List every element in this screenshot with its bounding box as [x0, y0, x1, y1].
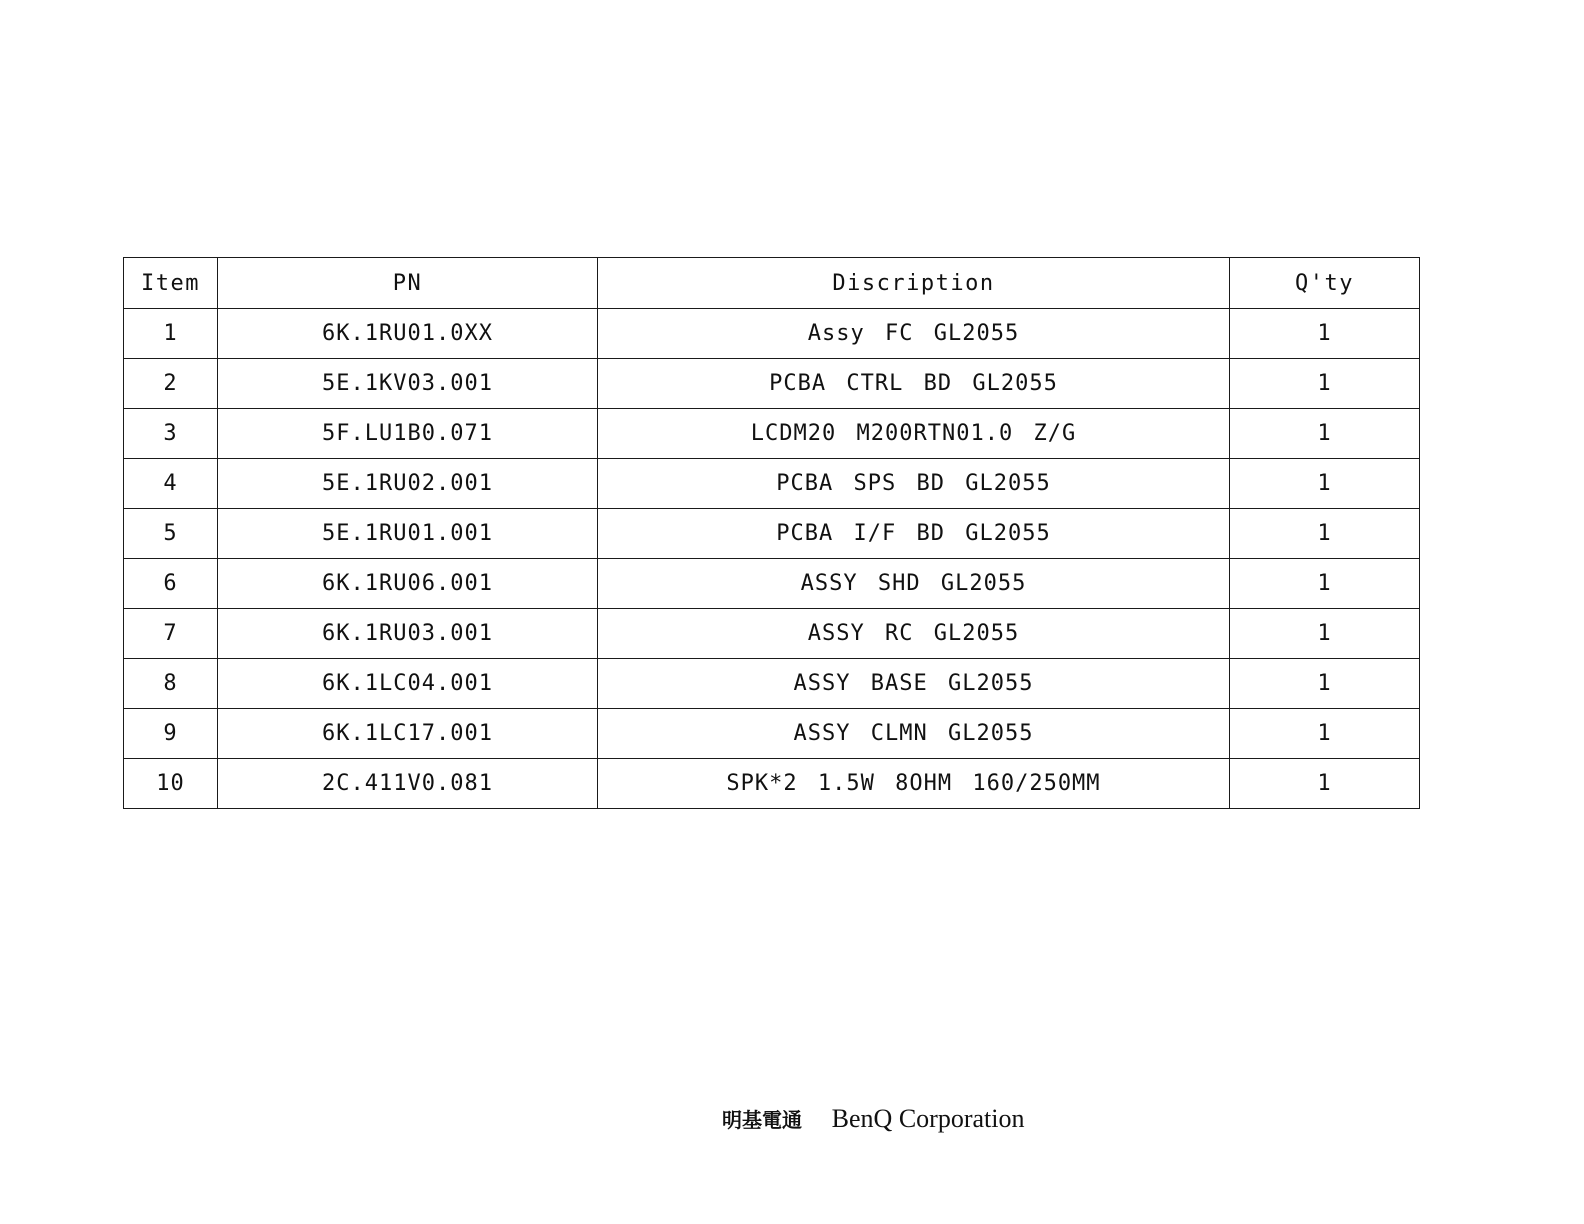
company-name-english: BenQ Corporation	[831, 1104, 1025, 1133]
qty-cell: 1	[1230, 659, 1420, 709]
item-cell: 7	[124, 609, 218, 659]
description-cell: LCDM20 M200RTN01.0 Z/G	[598, 409, 1230, 459]
description-cell: ASSY CLMN GL2055	[598, 709, 1230, 759]
header-pn: PN	[218, 258, 598, 309]
qty-cell: 1	[1230, 509, 1420, 559]
description-cell: PCBA CTRL BD GL2055	[598, 359, 1230, 409]
item-cell: 4	[124, 459, 218, 509]
pn-cell: 6K.1RU06.001	[218, 559, 598, 609]
table-row	[124, 759, 1420, 809]
description-cell: ASSY RC GL2055	[598, 609, 1230, 659]
pn-cell: 5E.1RU01.001	[218, 509, 598, 559]
pn-cell: 6K.1RU03.001	[218, 609, 598, 659]
header-description: Discription	[598, 258, 1230, 309]
pn-cell: 6K.1LC17.001	[218, 709, 598, 759]
qty-cell: 1	[1230, 409, 1420, 459]
item-cell: 8	[124, 659, 218, 709]
table-row	[124, 459, 1420, 509]
description-cell: ASSY SHD GL2055	[598, 559, 1230, 609]
company-footer	[722, 1104, 1024, 1134]
description-cell: PCBA I/F BD GL2055	[598, 509, 1230, 559]
description-cell: Assy FC GL2055	[598, 309, 1230, 359]
table-row	[124, 509, 1420, 559]
description-cell: ASSY BASE GL2055	[598, 659, 1230, 709]
item-cell: 2	[124, 359, 218, 409]
table-row	[124, 409, 1420, 459]
item-cell: 9	[124, 709, 218, 759]
qty-cell: 1	[1230, 559, 1420, 609]
description-cell: SPK*2 1.5W 8OHM 160/250MM	[598, 759, 1230, 809]
qty-cell: 1	[1230, 709, 1420, 759]
pn-cell: 5E.1KV03.001	[218, 359, 598, 409]
table-row	[124, 359, 1420, 409]
item-cell: 1	[124, 309, 218, 359]
header-qty: Q'ty	[1230, 258, 1420, 309]
company-name-chinese: 明基電通	[722, 1108, 802, 1132]
qty-cell: 1	[1230, 359, 1420, 409]
pn-cell: 5F.LU1B0.071	[218, 409, 598, 459]
qty-cell: 1	[1230, 609, 1420, 659]
item-cell: 10	[124, 759, 218, 809]
table-header-row	[124, 258, 1420, 309]
item-cell: 3	[124, 409, 218, 459]
table-row	[124, 309, 1420, 359]
qty-cell: 1	[1230, 759, 1420, 809]
pn-cell: 5E.1RU02.001	[218, 459, 598, 509]
pn-cell: 6K.1RU01.0XX	[218, 309, 598, 359]
qty-cell: 1	[1230, 459, 1420, 509]
item-cell: 6	[124, 559, 218, 609]
qty-cell: 1	[1230, 309, 1420, 359]
description-cell: PCBA SPS BD GL2055	[598, 459, 1230, 509]
item-cell: 5	[124, 509, 218, 559]
table-row	[124, 659, 1420, 709]
table-row	[124, 709, 1420, 759]
header-item: Item	[124, 258, 218, 309]
pn-cell: 6K.1LC04.001	[218, 659, 598, 709]
table-row	[124, 559, 1420, 609]
pn-cell: 2C.411V0.081	[218, 759, 598, 809]
parts-table	[123, 257, 1420, 809]
table-row	[124, 609, 1420, 659]
